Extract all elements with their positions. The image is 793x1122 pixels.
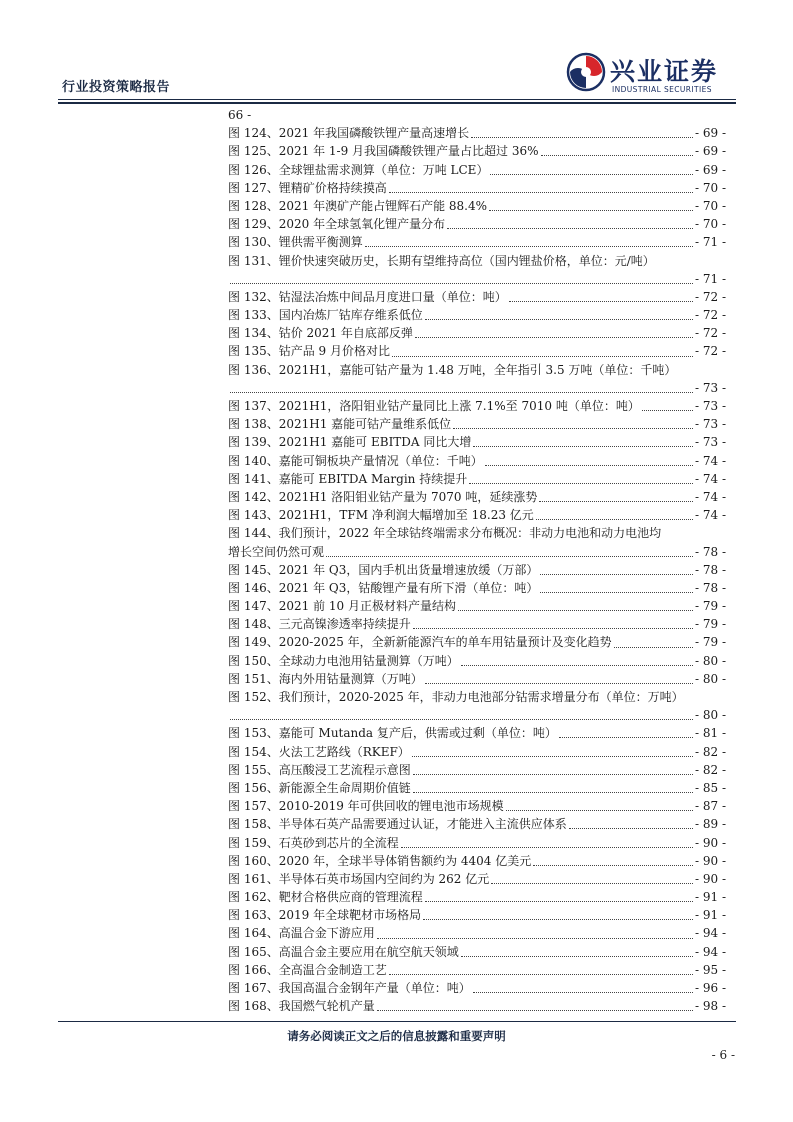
toc-line-text: 图 161、半导体石英市场国内空间约为 262 亿元 [228, 871, 490, 886]
toc-page-number: - 74 - [694, 471, 726, 486]
toc-line[interactable] [228, 670, 726, 688]
toc-page-number: - 94 - [694, 944, 726, 959]
toc-line-text: 图 168、我国燃气轮机产量 [228, 999, 375, 1014]
toc-dot-leader [540, 573, 693, 575]
toc-page-number: - 95 - [694, 962, 726, 977]
toc-line-text: 图 133、国内冶炼厂钴库存维系低位 [228, 308, 423, 323]
company-logo [566, 50, 736, 98]
toc-dot-leader [533, 864, 693, 866]
toc-line[interactable] [228, 470, 726, 488]
toc-dot-leader [614, 646, 693, 648]
toc-line [228, 252, 726, 270]
toc-dot-leader [413, 773, 693, 775]
toc-line[interactable] [228, 433, 726, 451]
toc-page-number: - 91 - [694, 890, 726, 905]
toc-dot-leader [539, 500, 693, 502]
toc-page-number: - 90 - [694, 853, 726, 868]
toc-line[interactable] [228, 179, 726, 197]
toc-page-number: - 73 - [694, 399, 726, 413]
toc-line-text: 图 128、2021 年澳矿产能占锂辉石产能 88.4% [228, 198, 488, 213]
toc-line-text: 图 136、2021H1，嘉能可钴产量为 1.48 万吨，全年指引 3.5 万吨（单位：千吨） [228, 362, 677, 377]
toc-page-number: - 74 - [694, 453, 726, 468]
toc-line-text: 图 166、全高温合金制造工艺 [228, 962, 387, 977]
toc-line[interactable] [228, 488, 726, 506]
toc-dot-leader [491, 882, 693, 884]
toc-line [228, 688, 726, 706]
toc-line[interactable] [228, 633, 726, 651]
toc-line-text: 图 127、锂精矿价格持续摸高 [228, 180, 387, 195]
toc-page-number: - 96 - [694, 981, 726, 995]
toc-dot-leader [509, 300, 693, 302]
toc-dot-leader [425, 318, 693, 320]
toc-dot-leader [425, 682, 693, 684]
toc-dot-leader [473, 445, 693, 447]
toc-line[interactable] [228, 124, 726, 142]
toc-dot-leader [412, 755, 693, 757]
toc-dot-leader [489, 209, 693, 211]
toc-line[interactable] [228, 870, 726, 888]
toc-page-number: - 80 - [694, 653, 726, 668]
toc-page-number: - 72 - [694, 326, 726, 341]
toc-line [228, 361, 726, 379]
toc-line-text: 图 132、钴湿法冶炼中间品月度进口量（单位：吨） [228, 289, 507, 304]
toc-line[interactable] [228, 452, 726, 470]
toc-page-number: - 82 - [694, 744, 726, 759]
toc-line[interactable] [228, 161, 726, 179]
toc-page-number: - 72 - [694, 289, 726, 304]
toc-dot-leader [469, 482, 693, 484]
toc-line[interactable] [228, 706, 726, 724]
toc-line-text: 图 165、高温合金主要应用在航空航天领域 [228, 944, 459, 959]
toc-line-text: 图 143、2021H1，TFM 净利润大幅增加至 18.23 亿元 [228, 508, 534, 523]
toc-line-text: 图 129、2020 年全球氢氧化锂产量分布 [228, 217, 446, 232]
report-type-title: 行业投资策略报告 [62, 80, 171, 95]
toc-page-number: - 89 - [694, 817, 726, 832]
toc-page-number: - 90 - [694, 871, 726, 886]
toc-page-number: - 71 - [694, 235, 726, 250]
toc-page-number: - 72 - [694, 344, 726, 359]
toc-line[interactable] [228, 815, 726, 833]
toc-dot-leader [423, 918, 693, 920]
toc-dot-leader [377, 937, 693, 939]
toc-dot-leader [453, 427, 693, 429]
toc-line[interactable] [228, 324, 726, 342]
toc-line-text: 图 160、2020 年，全球半导体销售额约为 4404 亿美元 [228, 853, 532, 868]
toc-line[interactable] [228, 197, 726, 215]
toc-line-text: 图 164、高温合金下游应用 [228, 926, 375, 941]
toc-dot-leader [471, 136, 693, 138]
toc-dot-leader [540, 591, 693, 593]
toc-page-number: - 79 - [694, 635, 726, 650]
toc-page-number: - 73 - [694, 435, 726, 450]
toc-line-text: 图 137、2021H1，洛阳钼业钴产量同比上涨 7.1%至 7010 吨（单位：吨） [228, 399, 640, 413]
toc-dot-leader [392, 355, 693, 357]
toc-line-text: 图 134、钴价 2021 年自底部反弹 [228, 326, 413, 341]
toc-dot-leader [473, 991, 693, 993]
toc-dot-leader [458, 609, 693, 611]
toc-page-number: - 79 - [694, 617, 726, 632]
toc-dot-leader [230, 718, 693, 720]
toc-line-text: 66 - [228, 108, 252, 122]
toc-dot-leader [413, 791, 693, 793]
toc-line[interactable] [228, 779, 726, 797]
toc-page-number: - 80 - [694, 671, 726, 686]
toc-line-text: 图 159、石英砂到芯片的全流程 [228, 835, 399, 850]
company-logo-icon [566, 52, 606, 92]
toc-line-text: 图 131、锂价快速突破历史，长期有望维持高位（国内锂盐价格，单位：元/吨） [228, 253, 655, 268]
toc-line[interactable] [228, 888, 726, 906]
toc-dot-leader [559, 736, 693, 738]
toc-dot-leader [506, 809, 693, 811]
toc-line[interactable] [228, 342, 726, 360]
toc-line-text: 图 147、2021 前 10 月正极材料产量结构 [228, 599, 456, 614]
toc-dot-leader [389, 191, 693, 193]
toc-line[interactable] [228, 834, 726, 852]
toc-line-text: 图 151、海内外用钴量测算（万吨） [228, 671, 423, 686]
logo-chinese-name: 兴业证券 [610, 57, 719, 86]
toc-line-text: 图 157、2010-2019 年可供回收的锂电池市场规模 [228, 799, 504, 814]
toc-line-text: 图 130、锂供需平衡测算 [228, 235, 363, 250]
toc-line[interactable] [228, 852, 726, 870]
toc-line-text: 图 139、2021H1 嘉能可 EBITDA 同比大增 [228, 435, 472, 450]
toc-line[interactable] [228, 215, 726, 233]
toc-page-number: - 69 - [694, 162, 726, 177]
toc-line-text: 图 149、2020-2025 年，全新新能源汽车的单车用钴量预计及变化趋势 [228, 635, 612, 650]
toc-page-number: - 72 - [694, 308, 726, 323]
toc-line[interactable] [228, 979, 726, 997]
toc-line[interactable] [228, 997, 726, 1015]
toc-line-text: 图 138、2021H1 嘉能可钴产量维系低位 [228, 417, 452, 432]
toc-line[interactable] [228, 288, 726, 306]
toc-page-number: - 74 - [694, 508, 726, 523]
page-number: - 6 - [711, 1048, 735, 1062]
toc-page-number: - 70 - [694, 180, 726, 195]
toc-line[interactable] [228, 906, 726, 924]
toc-line[interactable] [228, 543, 726, 561]
toc-dot-leader [326, 555, 693, 557]
toc-dot-leader [536, 518, 693, 520]
toc-line-text: 图 153、嘉能可 Mutanda 复产后，供需或过剩（单位：吨） [228, 726, 557, 741]
toc-page-number: - 78 - [694, 580, 726, 595]
toc-line-text: 图 156、新能源全生命周期价值链 [228, 780, 411, 795]
toc-line-text: 图 163、2019 年全球靶材市场格局 [228, 908, 422, 923]
toc-page-number: - 90 - [694, 835, 726, 850]
toc-dot-leader [642, 409, 693, 411]
toc-page-number: - 91 - [694, 908, 726, 923]
toc-line-text: 图 158、半导体石英产品需要通过认证，才能进入主流供应体系 [228, 817, 567, 832]
toc-line-text: 图 150、全球动力电池用钴量测算（万吨） [228, 653, 459, 668]
toc-dot-leader [461, 955, 693, 957]
toc-line-text: 图 144、我们预计，2022 年全球钴终端需求分布概况：非动力电池和动力电池均 [228, 526, 662, 541]
toc-dot-leader [230, 391, 693, 393]
toc-dot-leader [447, 227, 693, 229]
toc-page-number: - 69 - [694, 126, 726, 141]
toc-dot-leader [461, 664, 693, 666]
toc-dot-leader [425, 900, 693, 902]
figure-list [228, 106, 726, 1015]
toc-page-number: - 79 - [694, 599, 726, 614]
toc-page-number: - 98 - [694, 999, 726, 1014]
toc-line-text: 图 135、钴产品 9 月价格对比 [228, 344, 390, 359]
header-rule [58, 99, 736, 100]
toc-line[interactable] [228, 615, 726, 633]
toc-line[interactable] [228, 397, 726, 415]
toc-line [228, 524, 726, 542]
toc-page-number: - 78 - [694, 562, 726, 577]
toc-line-text: 图 124、2021 年我国磷酸铁锂产量高速增长 [228, 126, 470, 141]
toc-line[interactable] [228, 761, 726, 779]
toc-line-text: 图 142、2021H1 洛阳钼业钴产量为 7070 吨，延续涨势 [228, 489, 538, 504]
toc-page-number: - 73 - [694, 417, 726, 432]
toc-line-text: 图 154、火法工艺路线（RKEF） [228, 744, 410, 759]
toc-line[interactable] [228, 579, 726, 597]
toc-line-text: 增长空间仍然可观 [228, 544, 325, 559]
toc-page-number: - 82 - [694, 762, 726, 777]
toc-page-number: - 94 - [694, 926, 726, 941]
toc-page-number: - 70 - [694, 198, 726, 213]
toc-dot-leader [541, 154, 693, 156]
toc-line-text: 图 155、高压酸浸工艺流程示意图 [228, 762, 411, 777]
toc-page-number: - 80 - [694, 708, 726, 723]
toc-page-number: - 73 - [694, 380, 726, 395]
toc-line-text: 图 141、嘉能可 EBITDA Margin 持续提升 [228, 471, 468, 486]
toc-dot-leader [485, 464, 693, 466]
toc-page-number: - 78 - [694, 544, 726, 559]
toc-line-text: 图 167、我国高温合金钢年产量（单位：吨） [228, 981, 471, 995]
logo-english-name: INDUSTRIAL SECURITIES [612, 85, 712, 94]
toc-line-text: 图 146、2021 年 Q3，钴酸锂产量有所下滑（单位：吨） [228, 580, 539, 595]
footer-disclaimer: 请务必阅读正文之后的信息披露和重要声明 [287, 1029, 506, 1043]
toc-line-text: 图 126、全球锂盐需求测算（单位：万吨 LCE） [228, 162, 489, 177]
toc-page-number: - 71 - [694, 271, 726, 286]
toc-dot-leader [230, 282, 693, 284]
toc-line[interactable] [228, 652, 726, 670]
toc-dot-leader [365, 245, 693, 247]
toc-line[interactable] [228, 233, 726, 251]
toc-page-number: - 74 - [694, 489, 726, 504]
toc-dot-leader [490, 173, 693, 175]
toc-page-number: - 81 - [694, 726, 726, 741]
toc-line[interactable] [228, 379, 726, 397]
toc-line[interactable] [228, 724, 726, 742]
toc-line-text: 图 145、2021 年 Q3，国内手机出货量增速放缓（万部） [228, 562, 539, 577]
toc-line[interactable] [228, 943, 726, 961]
toc-page-number: - 70 - [694, 217, 726, 232]
toc-line-text: 图 125、2021 年 1-9 月我国磷酸铁锂产量占比超过 36% [228, 144, 539, 159]
toc-line-text: 图 140、嘉能可铜板块产量情况（单位：千吨） [228, 453, 483, 468]
toc-line-text: 图 152、我们预计，2020-2025 年，非动力电池部分钴需求增量分布（单位：万吨） [228, 690, 684, 704]
toc-line[interactable] [228, 961, 726, 979]
toc-dot-leader [413, 627, 693, 629]
toc-line[interactable] [228, 597, 726, 615]
toc-line[interactable] [228, 270, 726, 288]
toc-dot-leader [415, 336, 693, 338]
toc-line[interactable] [228, 415, 726, 433]
toc-line[interactable] [228, 797, 726, 815]
toc-page-number: - 85 - [694, 780, 726, 795]
toc-line[interactable] [228, 142, 726, 160]
toc-line-text: 图 148、三元高镍渗透率持续提升 [228, 617, 411, 632]
toc-line[interactable] [228, 561, 726, 579]
toc-line[interactable] [228, 506, 726, 524]
toc-page-number: - 69 - [694, 144, 726, 159]
toc-line [228, 106, 726, 124]
toc-line[interactable] [228, 924, 726, 942]
toc-dot-leader [389, 973, 693, 975]
toc-dot-leader [401, 846, 693, 848]
footer-rule [58, 1021, 736, 1022]
toc-line-text: 图 162、靶材合格供应商的管理流程 [228, 890, 423, 905]
toc-dot-leader [377, 1009, 693, 1011]
header-rule-thick [58, 102, 736, 104]
toc-page-number: - 87 - [694, 799, 726, 814]
toc-dot-leader [569, 827, 693, 829]
toc-line[interactable] [228, 743, 726, 761]
toc-line[interactable] [228, 306, 726, 324]
